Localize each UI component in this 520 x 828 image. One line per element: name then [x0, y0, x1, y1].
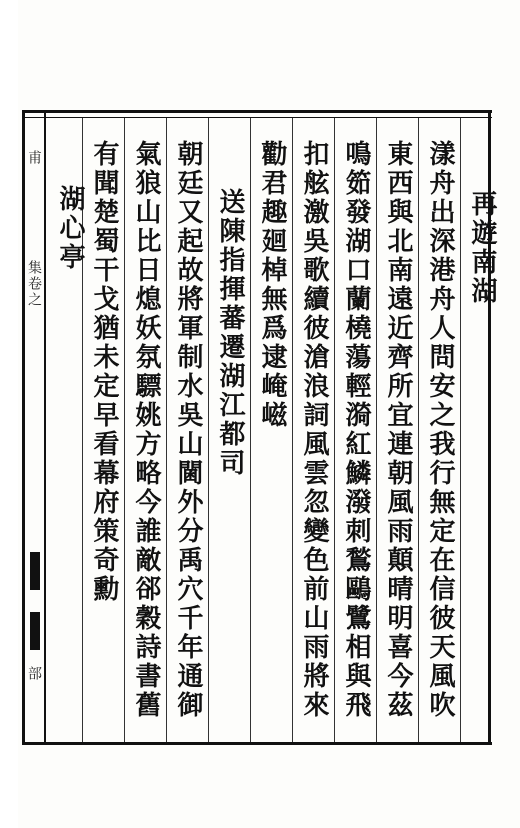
poem-title-zai-you-nan-hu: 再遊南湖	[467, 190, 497, 306]
page-spine-margin	[0, 0, 18, 828]
column-rule	[166, 118, 167, 742]
gutter-label-volume: 集卷之	[26, 260, 42, 308]
column-rule	[334, 118, 335, 742]
column-rule	[292, 118, 293, 742]
frame-top-border	[22, 110, 492, 113]
column-rule	[124, 118, 125, 742]
gutter-rule	[44, 110, 46, 745]
frame-bottom-border	[22, 742, 492, 745]
column-rule	[418, 118, 419, 742]
poem-line: 扣舷激吳歌續彼滄浪詞風雲忽變色前山雨將來	[299, 140, 329, 720]
frame-left-border	[22, 110, 25, 745]
column-rule	[250, 118, 251, 742]
poem-line: 氣狼山比日熄妖氛驃姚方略今誰敵郤穀詩書舊	[131, 140, 161, 720]
poem-line: 東西與北南遠近齊所宜連朝風雨顛晴明喜今茲	[383, 140, 413, 720]
column-rule	[376, 118, 377, 742]
gutter-label-lower: 部	[26, 666, 42, 682]
column-rule	[460, 118, 461, 742]
poem-line: 鳴筎發湖口蘭橈蕩輕漪紅鱗潑刺鶖鷗鷺相與飛	[341, 140, 371, 720]
frame-top-inner-border	[22, 117, 492, 118]
poem-line: 漾舟出深港舟人問安之我行無定在信彼天風吹	[425, 140, 455, 720]
gutter-fishtail-mark	[30, 552, 40, 590]
poem-line: 勸君趣廻棹無爲逮崦嵫	[257, 140, 287, 430]
column-rule	[208, 118, 209, 742]
poem-line: 有聞楚蜀干戈猶未定早看幕府策奇勳	[89, 140, 119, 604]
poem-title-hu-xin-ting: 湖心亭	[55, 185, 85, 272]
poem-title-song-chen: 送陳指揮蕃遷湖江都司	[215, 188, 245, 478]
poem-line: 朝廷又起故將軍制水吳山閫外分禹穴千年通御	[173, 140, 203, 720]
gutter-fishtail-mark-lower	[30, 612, 40, 650]
gutter-label-upper: 甫	[26, 150, 42, 166]
